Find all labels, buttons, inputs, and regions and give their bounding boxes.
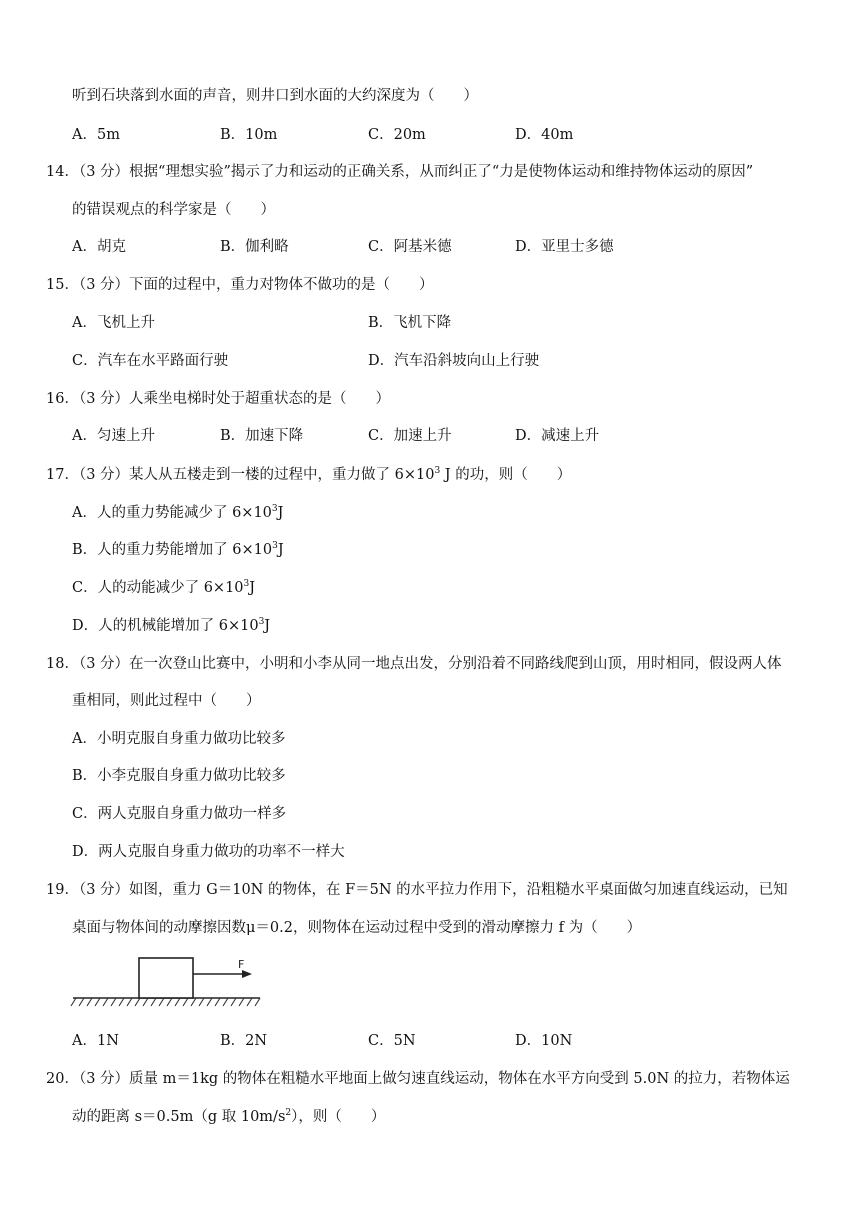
- force-arrowhead: [242, 970, 252, 978]
- q18-stem-line2: 重相同，则此过程中（ ）: [72, 693, 261, 709]
- block-object: [139, 958, 193, 998]
- q14-stem-line2: 的错误观点的科学家是（ ）: [72, 202, 275, 218]
- q19-stem-line1: 19．（3 分）如图，重力 G＝10N 的物体，在 F＝5N 的水平拉力作用下，沿粗糙水平桌面做匀加速直线运动，已知: [46, 882, 788, 898]
- q13-option-d: D．40m: [515, 127, 574, 143]
- q13-stem-continuation: 听到石块落到水面的声音，则井口到水面的大约深度为（ ）: [72, 88, 478, 104]
- q19-option-a: A．1N: [72, 1033, 119, 1049]
- q18-option-b: B．小李克服自身重力做功比较多: [72, 768, 286, 784]
- q20-stem-line2: 动的距离 s＝0.5m（g 取 $10m/s^2$），则（ ）: [72, 1108, 386, 1125]
- q18-option-c: C．两人克服自身重力做功一样多: [72, 806, 287, 822]
- q17-option-c: C．人的动能减少了 $6\times 10^3J$: [72, 579, 256, 596]
- q19-stem-line2: 桌面与物体间的动摩擦因数μ＝0.2，则物体在运动过程中受到的滑动摩擦力 f 为（ ）: [72, 920, 642, 936]
- q17-option-d: D．人的机械能增加了 $6\times 10^3J$: [72, 617, 271, 634]
- q18-stem-line1: 18．（3 分）在一次登山比赛中，小明和小李从同一地点出发，分别沿着不同路线爬到山顶，用时相同，假设两人体: [46, 656, 782, 672]
- q16-stem: 16．（3 分）人乘坐电梯时处于超重状态的是（ ）: [46, 391, 391, 407]
- q15-option-b: B．飞机下降: [368, 315, 452, 331]
- q20-stem-line1: 20．（3 分）质量 m＝1kg 的物体在粗糙水平地面上做匀速直线运动，物体在水平方向受到 5.0N 的拉力，若物体运: [46, 1071, 790, 1087]
- block-force-diagram: [70, 950, 270, 1010]
- q15-option-c: C．汽车在水平路面行驶: [72, 353, 229, 369]
- q13-option-c: C．20m: [368, 127, 426, 143]
- q17-option-b: B．人的重力势能增加了 $6\times 10^3J$: [72, 541, 284, 558]
- q14-option-c: C．阿基米德: [368, 239, 452, 255]
- q19-option-b: B．2N: [220, 1033, 268, 1049]
- q14-stem-line1: 14．（3 分）根据“理想实验”揭示了力和运动的正确关系，从而纠正了“力是使物体运动和维持物体运动的原因”: [46, 164, 754, 180]
- q13-option-a: A．5m: [72, 127, 120, 143]
- q15-option-d: D．汽车沿斜坡向山上行驶: [368, 353, 540, 369]
- q14-option-b: B．伽利略: [220, 239, 289, 255]
- q19-option-c: C．5N: [368, 1033, 416, 1049]
- q18-option-a: A．小明克服自身重力做功比较多: [72, 731, 286, 747]
- q18-option-d: D．两人克服自身重力做功的功率不一样大: [72, 844, 345, 860]
- q16-option-a: A．匀速上升: [72, 428, 155, 444]
- q17-stem: 17．（3 分）某人从五楼走到一楼的过程中，重力做了 $6\times 10^3$ J 的功，则（ ）: [46, 466, 572, 483]
- q14-option-a: A．胡克: [72, 239, 126, 255]
- q17-option-a: A．人的重力势能减少了 $6\times 10^3J$: [72, 504, 284, 521]
- q16-option-c: C．加速上升: [368, 428, 452, 444]
- q15-stem: 15．（3 分）下面的过程中，重力对物体不做功的是（ ）: [46, 277, 434, 293]
- q16-option-b: B．加速下降: [220, 428, 304, 444]
- q16-option-d: D．减速上升: [515, 428, 600, 444]
- q13-option-b: B．10m: [220, 127, 278, 143]
- q14-option-d: D．亚里士多德: [515, 239, 614, 255]
- ground-hatching: [71, 998, 260, 1006]
- force-label: F: [238, 958, 245, 971]
- q19-option-d: D．10N: [515, 1033, 573, 1049]
- q15-option-a: A．飞机上升: [72, 315, 155, 331]
